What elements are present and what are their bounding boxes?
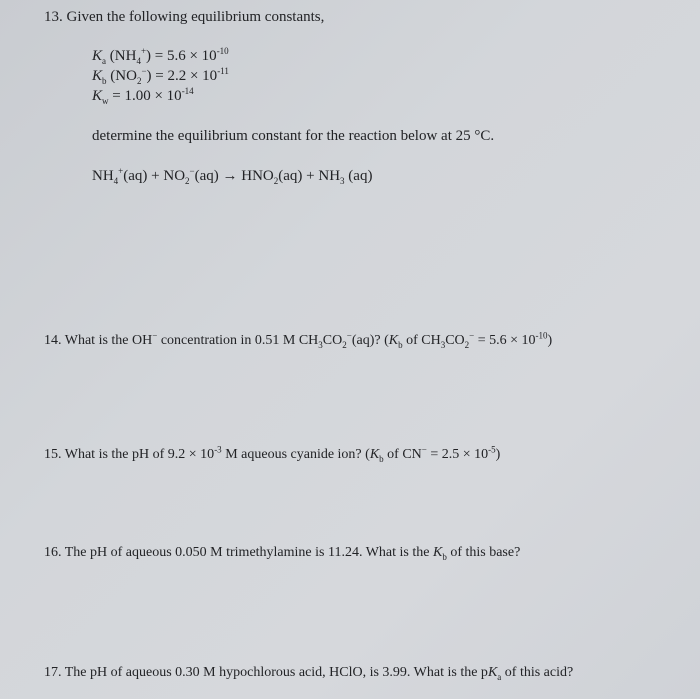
q14: 14. What is the OH− concentration in 0.51 M $CH_3CO_2^-(aq)$? ($K_b$ of $CH_3CO_2^- = 5.6 \times 10^{-10}$) — [44, 330, 553, 350]
q13-intro: Given the following equilibrium constants, — [66, 9, 325, 25]
q17: 17. The pH of aqueous 0.30 M hypochlorous acid, HClO, is 3.99. What is the $pK_a$ of this acid? — [44, 665, 574, 682]
q16: 16. The pH of aqueous 0.050 M trimethylamine is 11.24. What is the $K_b$ of this base? — [44, 545, 521, 562]
q13-kb-line: $K_b$ $(NO_2^-) = 2.2 \times 10^{-11}$ — [92, 66, 229, 86]
q17-number: 17. — [44, 665, 62, 680]
q13-heading — [44, 8, 324, 26]
q13-ka-line: $K_a$ $(NH_4^+) = 5.6 \times 10^{-10}$ — [92, 46, 229, 66]
q15-number: 15. — [44, 447, 62, 462]
q15: 15. What is the pH of $9.2 \times 10^{-3}$ M aqueous cyanide ion? ($K_b$ of $CN^- = 2.5 \times 10^{-5}$) — [44, 444, 501, 464]
q13-prompt: determine the equilibrium constant for the reaction below at 25 °C. — [92, 128, 495, 144]
q13-number: 13. — [44, 9, 63, 25]
q13-kw-line: $K_w = 1.00 \times 10^{-14}$ — [92, 86, 194, 106]
q14-number: 14. — [44, 333, 62, 348]
q13-reaction: $NH_4^+(aq) + NO_2^-(aq) \to HNO_2(aq) + NH_3$ (aq) — [92, 166, 373, 186]
q16-number: 16. — [44, 545, 62, 560]
